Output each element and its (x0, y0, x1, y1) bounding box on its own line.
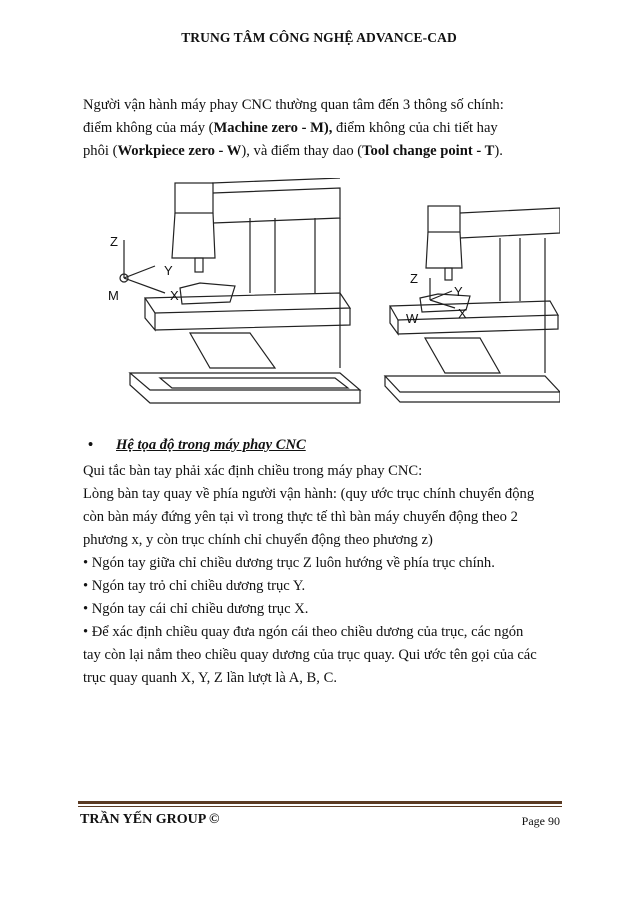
body-line: • Ngón tay giữa chỉ chiều dương trục Z luôn hướng về phía trục chính. (83, 555, 495, 571)
body-line: • Để xác định chiều quay đưa ngón cái theo chiều dương của trục, các ngón (83, 624, 524, 640)
page-header: TRUNG TÂM CÔNG NGHỆ ADVANCE-CAD (181, 30, 457, 45)
body-line: • Ngón tay trỏ chỉ chiều dương trục Y. (83, 578, 306, 594)
body-line: Qui tắc bàn tay phải xác định chiều trong máy phay CNC: (83, 463, 423, 479)
bullet-dot: • (88, 437, 94, 453)
tool-change-term: Tool change point - T (362, 143, 495, 159)
left-z-label: Z (110, 234, 118, 249)
milling-machine-figure (100, 178, 560, 428)
body-line: Lòng bàn tay quay về phía người vận hành: (quy ước trục chính chuyển động (83, 486, 535, 502)
right-y-label: Y (454, 284, 463, 299)
right-machine (385, 206, 560, 402)
intro-line-1: Người vận hành máy phay CNC thường quan tâm đến 3 thông số chính: (83, 97, 504, 113)
body-paragraph (83, 460, 561, 690)
body-line: trục quay quanh X, Y, Z lần lượt là A, B, C. (83, 670, 337, 686)
intro-line-2: điểm không của máy (Machine zero - M), điểm không của chi tiết hay (83, 120, 498, 136)
footer-rule-thin (78, 806, 562, 807)
left-x-label: X (170, 288, 179, 303)
right-x-label: X (458, 306, 467, 321)
right-z-label: Z (410, 271, 418, 286)
machine-zero-term: Machine zero - M), (213, 120, 333, 136)
milling-machine-drawings (100, 178, 560, 428)
left-y-label: Y (164, 263, 173, 278)
left-machine (130, 178, 360, 403)
body-line: còn bàn máy đứng yên tại vì trong thực tế thì bàn máy chuyển động theo 2 (83, 509, 518, 525)
body-line: tay còn lại nắm theo chiều quay dương của trục quay. Qui ước tên gọi của các (83, 647, 537, 663)
body-line: phương x, y còn trục chính chỉ chuyển động theo phương z) (83, 532, 433, 548)
section-heading (88, 437, 306, 454)
left-spindle-head (175, 183, 213, 213)
section-heading-text: Hệ tọa độ trong máy phay CNC (116, 437, 306, 453)
left-m-label: M (108, 288, 119, 303)
footer-rule-thick (78, 801, 562, 804)
workpiece-zero-term: Workpiece zero - W (117, 143, 242, 159)
left-axes (120, 240, 165, 293)
page-number: Page 90 (521, 814, 560, 828)
body-line: • Ngón tay cái chỉ chiều dương trục X. (83, 601, 309, 617)
intro-line-3: phôi (Workpiece zero - W), và điểm thay dao (Tool change point - T). (83, 143, 503, 159)
intro-paragraph (83, 94, 561, 163)
footer-group-name: TRẦN YẾN GROUP © (80, 812, 220, 827)
right-w-label: W (406, 311, 419, 326)
